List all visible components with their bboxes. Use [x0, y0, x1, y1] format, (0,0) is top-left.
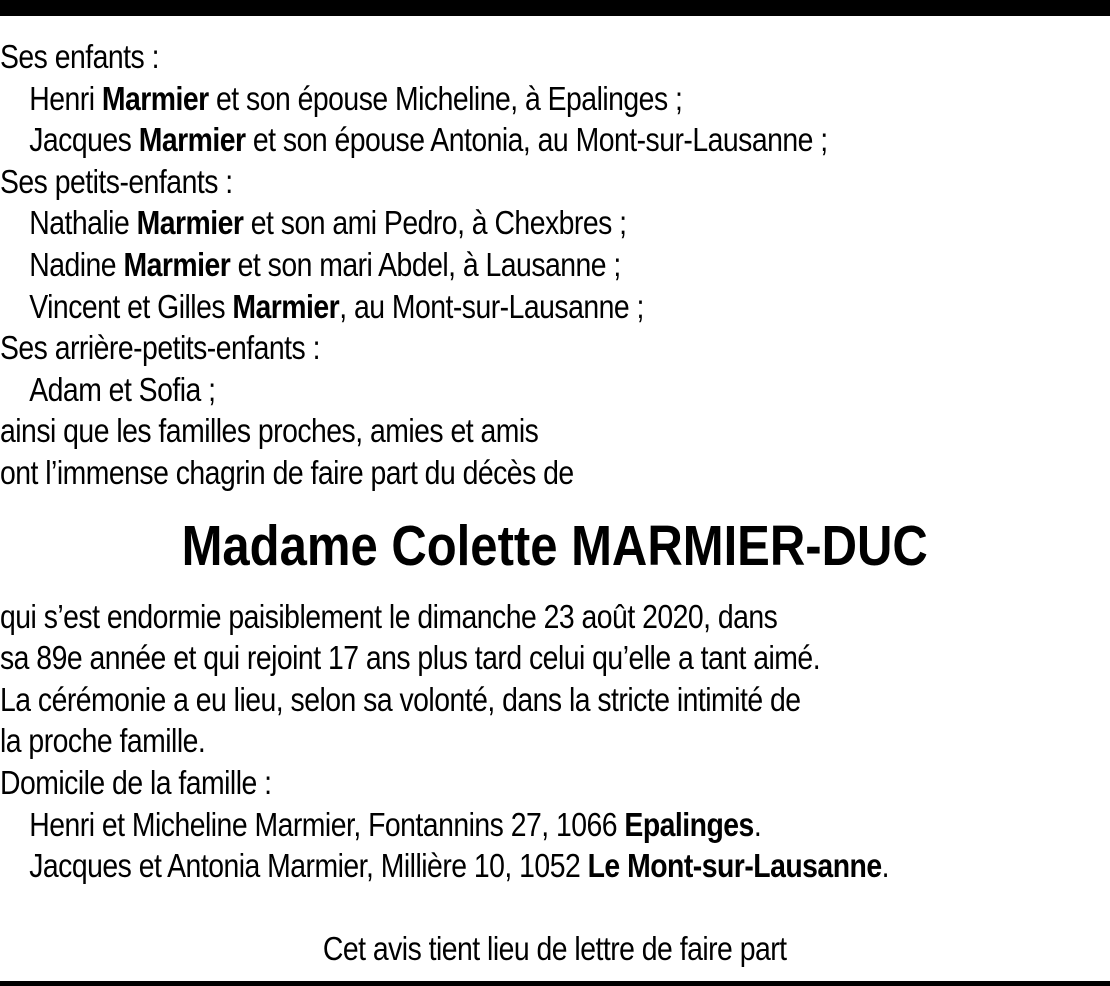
surname: Marmier: [232, 287, 340, 325]
locality: Le Mont-sur-Lausanne: [587, 847, 882, 885]
grandchild-entry: Nathalie Marmier et son ami Pedro, à Chexbres ;: [29, 204, 627, 242]
address-line: Henri et Micheline Marmier, Fontannins 27, 1066 Epalinges.: [29, 805, 762, 843]
deceased-name: Madame Colette MARMIER-DUC: [181, 513, 928, 578]
children-heading: Ses enfants :: [0, 38, 159, 75]
locality: Epalinges: [624, 805, 754, 843]
great-grandchildren-heading: Ses arrière-petits-enfants :: [0, 329, 320, 367]
surname: Marmier: [136, 204, 244, 242]
grandchildren-heading: Ses petits-enfants :: [0, 162, 233, 200]
spacer: [0, 887, 955, 929]
child-entry: Henri Marmier et son épouse Micheline, à Epalinges ;: [29, 79, 683, 117]
details-line: la proche famille.: [0, 722, 206, 760]
surname: Marmier: [123, 245, 231, 283]
child-entry: Jacques Marmier et son épouse Antonia, au Mont-sur-Lausanne ;: [29, 121, 828, 159]
surname: Marmier: [138, 121, 246, 159]
grandchild-entry: Vincent et Gilles Marmier, au Mont-sur-Lausanne ;: [29, 287, 644, 325]
grandchild-entry: Nadine Marmier et son mari Abdel, à Lausanne ;: [29, 245, 621, 283]
surname: Marmier: [101, 79, 209, 117]
great-grandchild-entry: Adam et Sofia ;: [29, 370, 216, 408]
domicile-heading: Domicile de la famille :: [0, 763, 272, 801]
bottom-rule: [0, 981, 1110, 986]
details-line: sa 89e année et qui rejoint 17 ans plus tard celui qu’elle a tant aimé.: [0, 639, 821, 677]
top-rule: [0, 0, 1110, 16]
footer-note: Cet avis tient lieu de lettre de faire part: [322, 930, 787, 968]
announcement-line: ont l’immense chagrin de faire part du décès de: [0, 453, 574, 491]
address-line: Jacques et Antonia Marmier, Millière 10, 1052 Le Mont-sur-Lausanne.: [29, 847, 889, 885]
announcement-line: ainsi que les familles proches, amies et amis: [0, 412, 539, 450]
details-line: La cérémonie a eu lieu, selon sa volonté, dans la stricte intimité de: [0, 680, 801, 718]
details-line: qui s’est endormie paisiblement le dimanche 23 août 2020, dans: [0, 597, 778, 635]
obituary-notice: [0, 36, 955, 970]
